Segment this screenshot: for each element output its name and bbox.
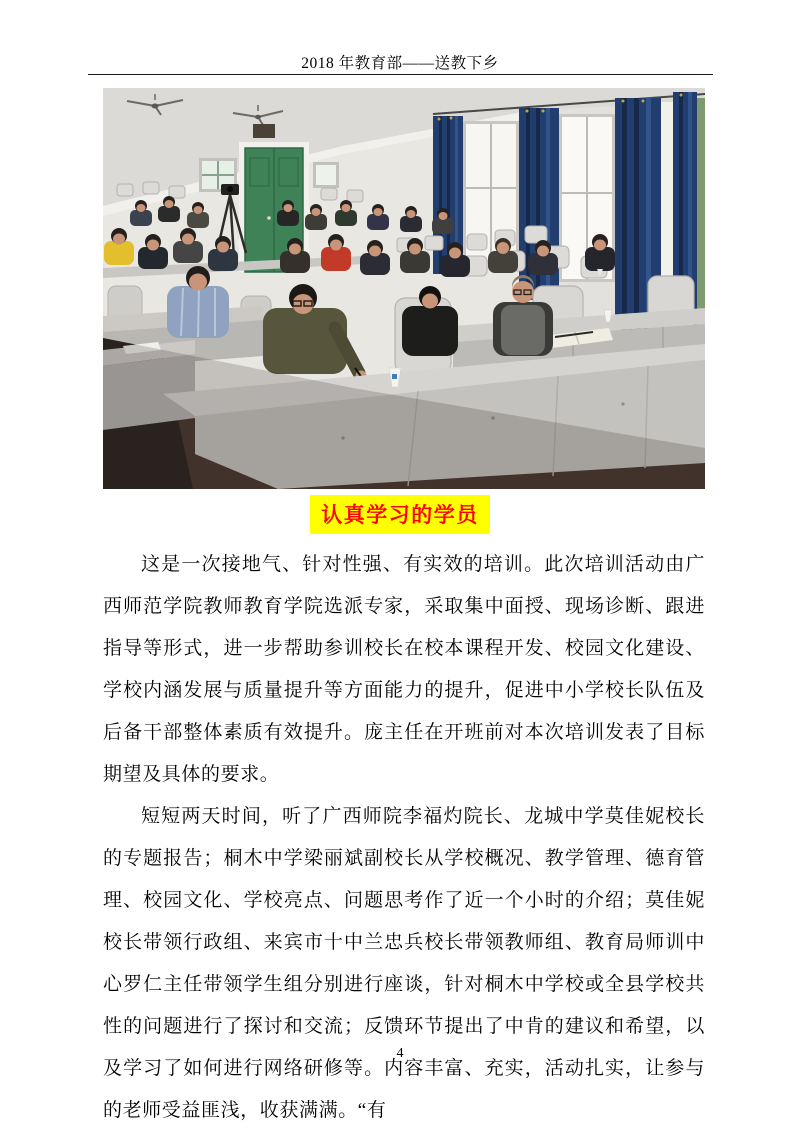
document-body bbox=[103, 544, 705, 1132]
page-header-title: 2018 年教育部——送教下乡 bbox=[301, 55, 499, 72]
paragraph-2: 短短两天时间，听了广西师院李福灼院长、龙城中学莫佳妮校长的专题报告；桐木中学梁丽斌副校长从学校概况、教学管理、德育管理、校园文化、学校亮点、问题思考作了近一个小时的介绍；莫佳妮校长带领行政组、来宾市十中兰忠兵校长带领教师组、教育局师训中心罗仁主任带领学生组分别进行座谈，针对桐木中学校或全县学校共性的问题进行了探讨和交流；反馈环节提出了中肯的建议和希望，以及学习了如何进行网络研修等。内容丰富、充实，活动扎实，让参与的老师受益匪浅，收获满满。“有 bbox=[103, 806, 705, 1121]
photo-caption: 认真学习的学员 bbox=[310, 495, 490, 534]
paragraph-1: 这是一次接地气、针对性强、有实效的培训。此次培训活动由广西师范学院教师教育学院选派专家，采取集中面授、现场诊断、跟进指导等形式，进一步帮助参训校长在校本课程开发、校园文化建设、学校内涵发展与质量提升等方面能力的提升，促进中小学校长队伍及后备干部整体素质有效提升。庞主任在开班前对本次培训发表了目标期望及具体的要求。 bbox=[103, 554, 705, 785]
caption-row bbox=[0, 495, 800, 534]
page-number: 4 bbox=[396, 1046, 404, 1061]
header-divider bbox=[88, 74, 713, 75]
classroom-photo bbox=[103, 88, 705, 489]
